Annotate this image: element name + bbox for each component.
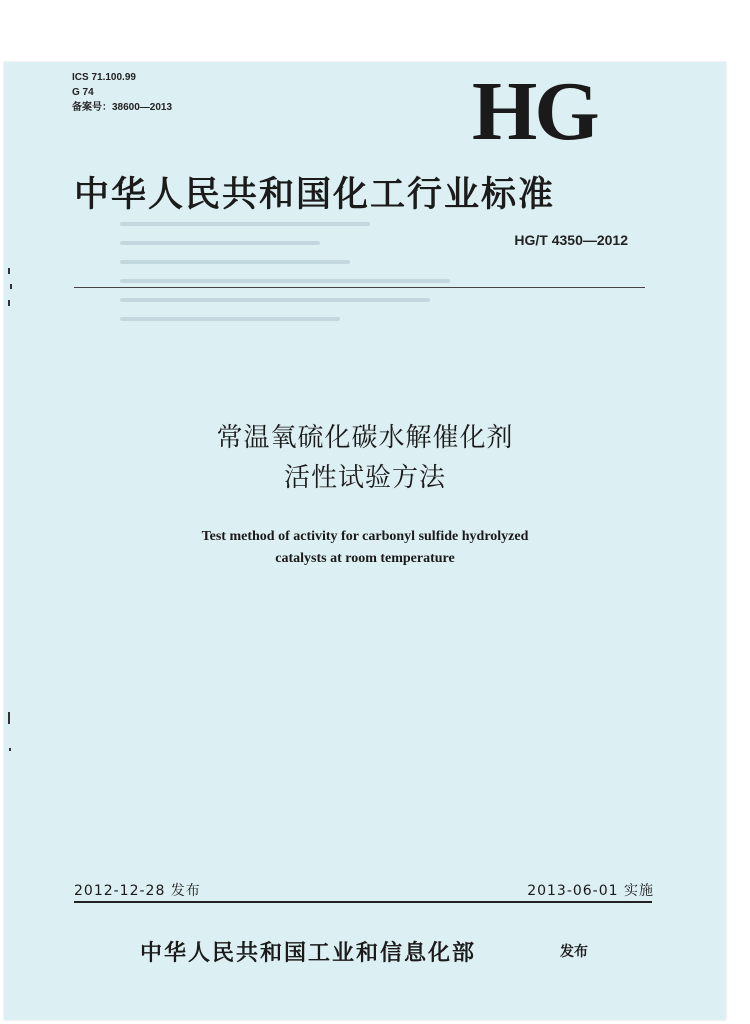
ics-code: ICS 71.100.99 [72, 72, 136, 83]
classification-block [72, 70, 172, 115]
scan-speck [9, 748, 11, 751]
title-cn-line-1: 常温氧硫化碳水解催化剂 [216, 423, 514, 453]
classification-code: G 74 [72, 87, 94, 98]
publisher-suffix: 发布 [560, 944, 588, 960]
scan-speck [10, 284, 12, 289]
standard-number: HG/T 4350—2012 [514, 232, 628, 248]
scan-speck [8, 268, 10, 274]
footer-divider [74, 901, 652, 903]
publisher: 中华人民共和国工业和信息化部 [140, 940, 477, 966]
filing-number: 备案号：38600—2013 [72, 102, 173, 113]
reverse-side-bleed-through [120, 222, 450, 336]
standard-title: 中华人民共和国化工行业标准 [74, 174, 556, 215]
title-en-line-2: catalysts at room temperature [275, 551, 455, 566]
header-divider [74, 287, 645, 288]
title-cn-line-2: 活性试验方法 [283, 463, 446, 493]
issue-date: 2012-12-28 发布 [74, 883, 201, 899]
document-title-cn [0, 418, 730, 498]
document-title-en [0, 526, 730, 570]
title-en-line-1: Test method of activity for carbonyl sulfide hydrolyzed [201, 529, 529, 544]
implementation-date: 2013-06-01 实施 [527, 883, 654, 899]
scan-speck [8, 300, 10, 306]
hg-logo: HG [472, 65, 597, 158]
scan-speck [8, 712, 10, 724]
